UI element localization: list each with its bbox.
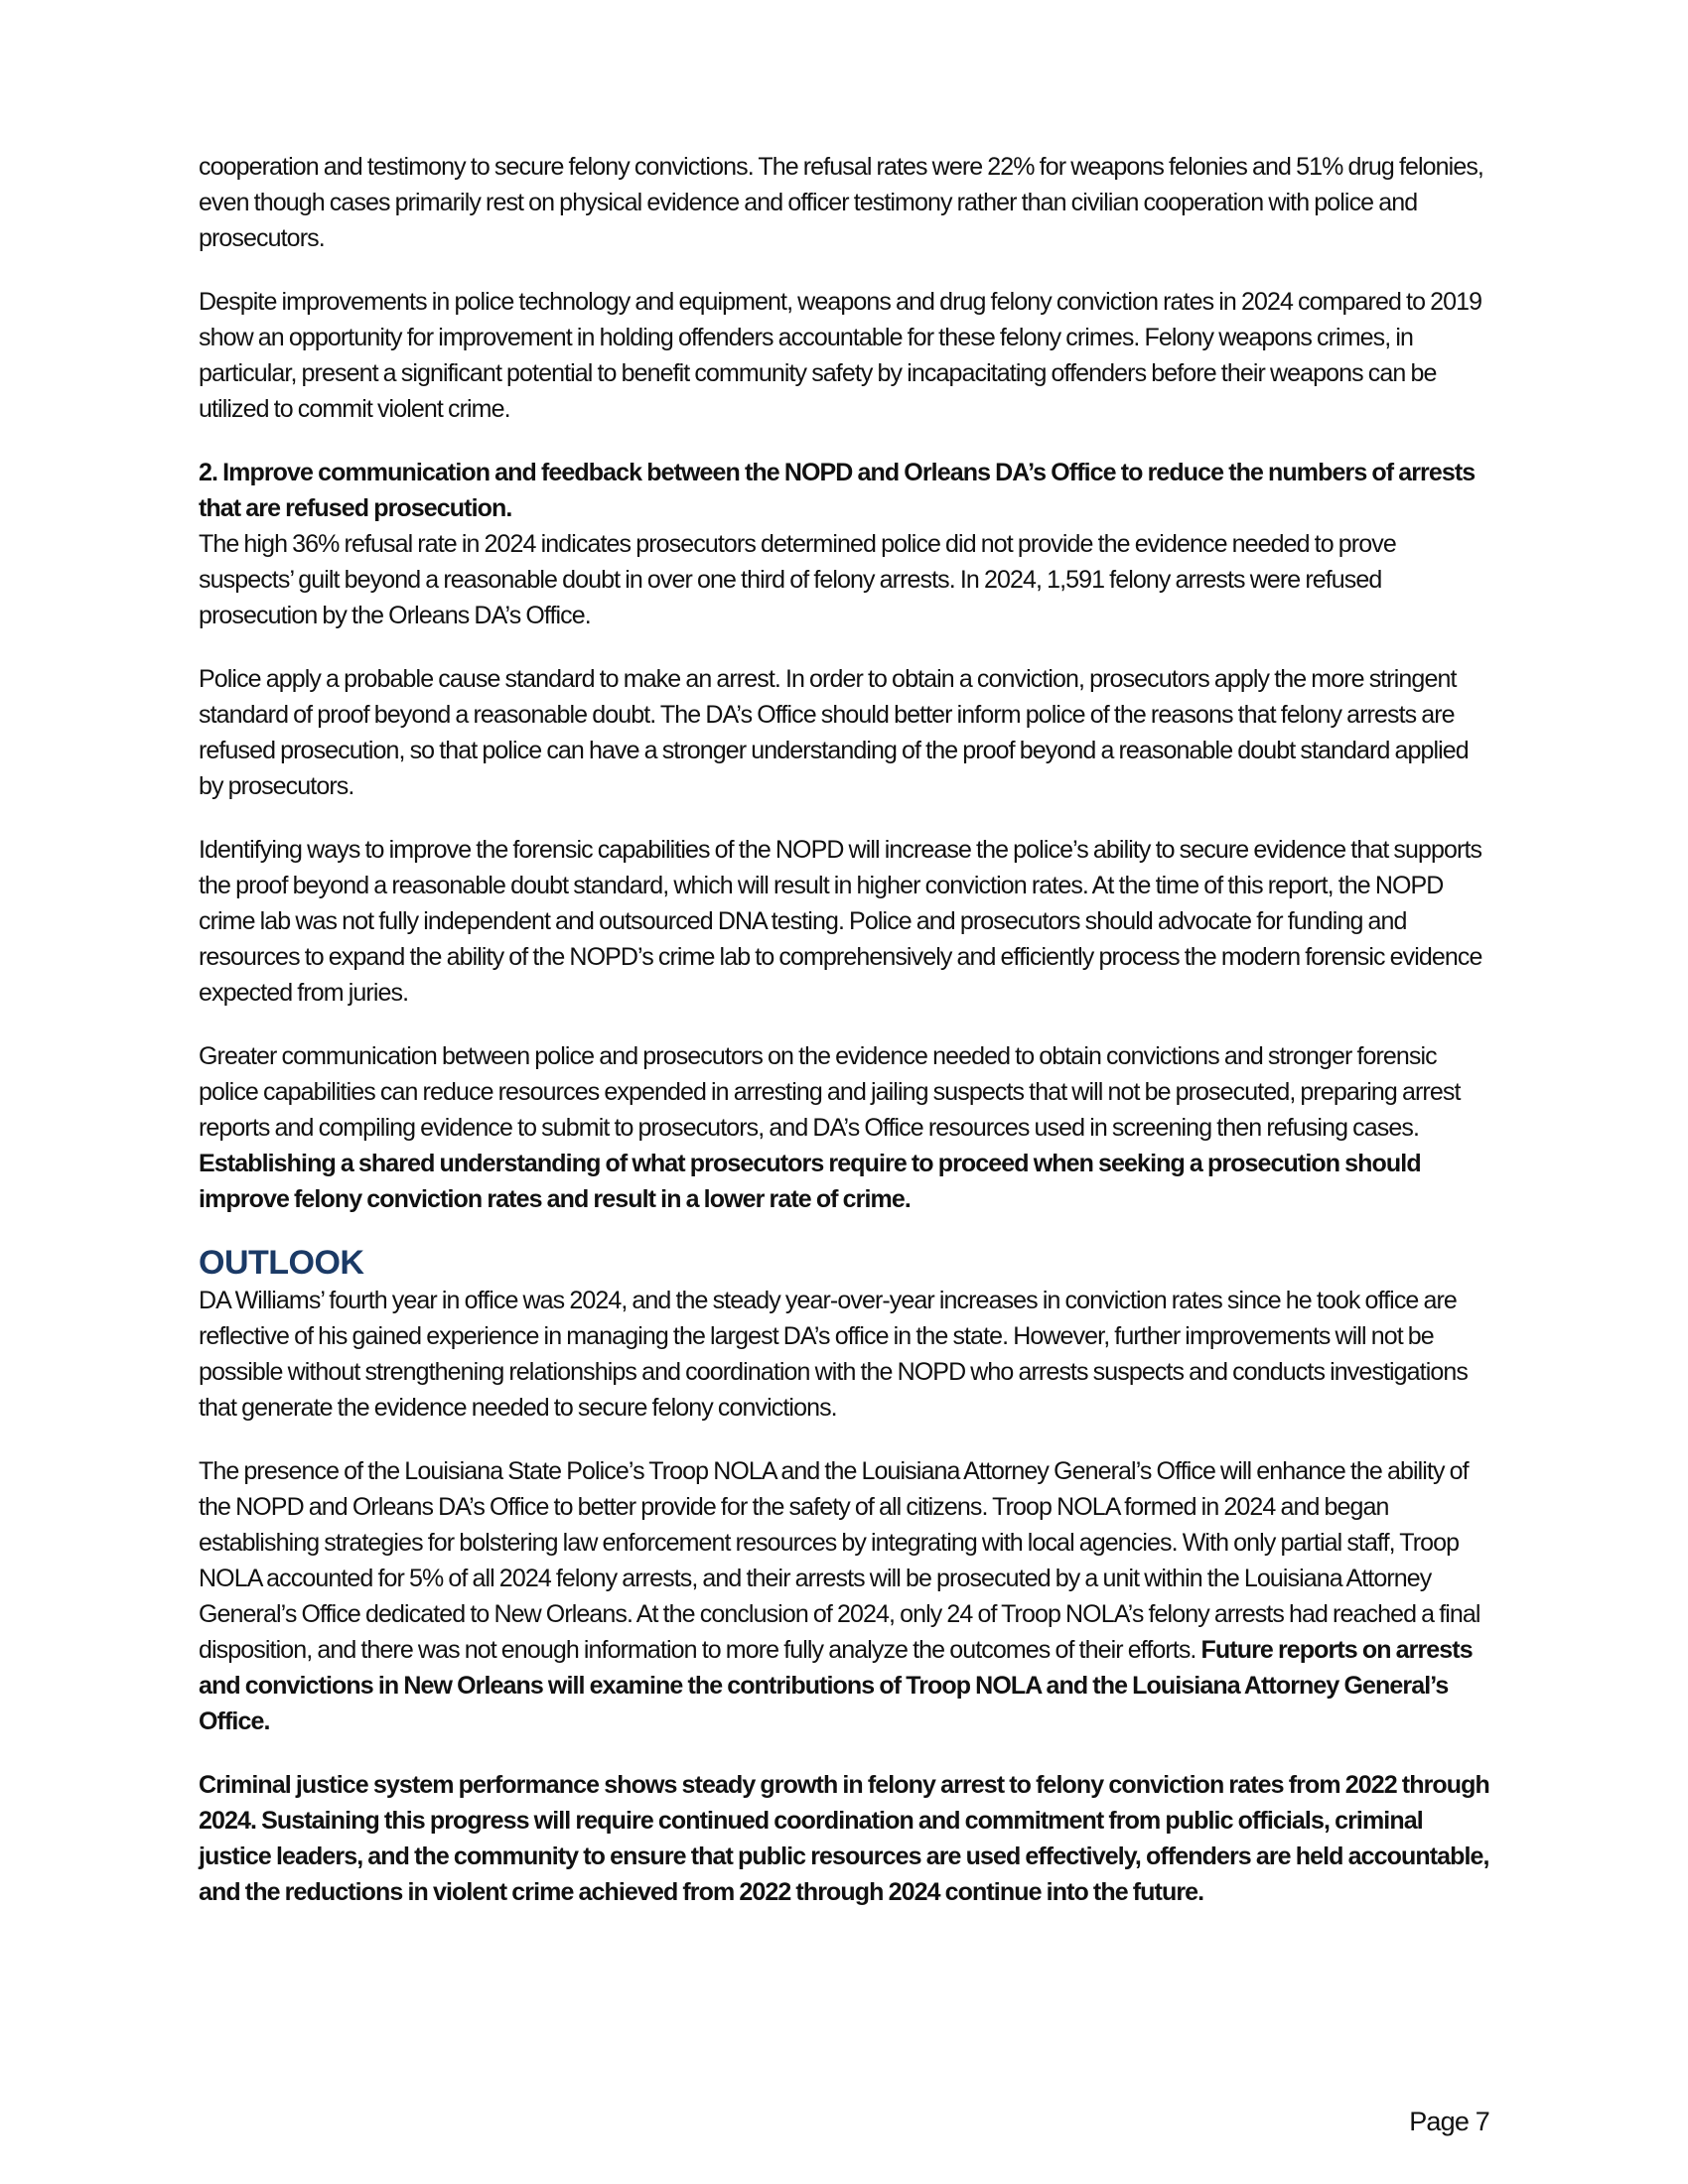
paragraph-text: Greater communication between police and prosecutors on the evidence needed to obtain convictions and stronger forensic police capabilities can reduce resources expended in arresting and jailing suspects that will not be prosecuted, preparing arrest reports and compiling evidence to submit to prosecutors, and DA’s Office resources used in screening then refusing cases.: [199, 1042, 1461, 1142]
page-number: Page 7: [1409, 2107, 1489, 2136]
recommendation-heading: 2. Improve communication and feedback between the NOPD and Orleans DA’s Office to reduce the numbers of arrests that are refused prosecution.: [199, 459, 1476, 522]
body-paragraph: DA Williams’ fourth year in office was 2024, and the steady year-over-year increases in conviction rates since he took office are reflective of his gained experience in managing the largest DA’s office in the state. However, further improvements will not be possible without strengthening relationships and coordination with the NOPD who arrests suspects and conducts investigations that generate the evidence needed to secure felony convictions.: [199, 1287, 1468, 1422]
conclusion-paragraph: [199, 1767, 1489, 1910]
section-heading-outlook: OUTLOOK: [199, 1244, 364, 1282]
paragraph-text: The presence of the Louisiana State Police’s Troop NOLA and the Louisiana Attorney General’s Office will enhance the ability of the NOPD and Orleans DA’s Office to better provide for the safety of all citizens. Troop NOLA formed in 2024 and began establishing strategies for bolstering law enforcement resources by integrating with local agencies. With only partial staff, Troop NOLA accounted for 5% of all 2024 felony arrests, and their arrests will be prosecuted by a unit within the Louisiana Attorney General’s Office dedicated to New Orleans. At the conclusion of 2024, only 24 of Troop NOLA’s felony arrests had reached a final disposition, and there was not enough information to more fully analyze the outcomes of their efforts.: [199, 1457, 1480, 1664]
emphasis-text: Establishing a shared understanding of what prosecutors require to proceed when seeking a prosecution should improve felony conviction rates and result in a lower rate of crime.: [199, 1150, 1421, 1213]
emphasis-text: Future reports on arrests and convictions in New Orleans will examine the contributions of Troop NOLA and the Louisiana Attorney General’s Office.: [199, 1636, 1473, 1735]
body-paragraph: Police apply a probable cause standard to make an arrest. In order to obtain a conviction, prosecutors apply the more stringent standard of proof beyond a reasonable doubt. The DA’s Office should better inform police of the reasons that felony arrests are refused prosecution, so that police can have a stronger understanding of the proof beyond a reasonable doubt standard applied by prosecutors.: [199, 665, 1469, 800]
emphasis-text: Criminal justice system performance shows steady growth in felony arrest to felony conviction rates from 2022 through 2024. Sustaining this progress will require continued coordination and commitment from public officials, criminal justice leaders, and the community to ensure that public resources are used effectively, offenders are held accountable, and the reductions in violent crime achieved from 2022 through 2024 continue into the future.: [199, 1771, 1489, 1906]
body-paragraph: [199, 1038, 1489, 1217]
body-paragraph: cooperation and testimony to secure felony convictions. The refusal rates were 22% for weapons felonies and 51% drug felonies, even though cases primarily rest on physical evidence and officer testimony rather than civilian cooperation with police and prosecutors.: [199, 153, 1483, 252]
body-paragraph: Identifying ways to improve the forensic capabilities of the NOPD will increase the police’s ability to secure evidence that supports the proof beyond a reasonable doubt standard, which will result in higher conviction rates. At the time of this report, the NOPD crime lab was not fully independent and outsourced DNA testing. Police and prosecutors should advocate for funding and resources to expand the ability of the NOPD’s crime lab to comprehensively and efficiently process the modern forensic evidence expected from juries.: [199, 836, 1482, 1007]
document-page: [199, 149, 1489, 1938]
body-paragraph: Despite improvements in police technology and equipment, weapons and drug felony conviction rates in 2024 compared to 2019 show an opportunity for improvement in holding offenders accountable for these felony crimes. Felony weapons crimes, in particular, present a significant potential to benefit community safety by incapacitating offenders before their weapons can be utilized to commit violent crime.: [199, 288, 1482, 423]
body-paragraph: The high 36% refusal rate in 2024 indicates prosecutors determined police did not provide the evidence needed to prove suspects’ guilt beyond a reasonable doubt in over one third of felony arrests. In 2024, 1,591 felony arrests were refused prosecution by the Orleans DA’s Office.: [199, 530, 1396, 629]
body-paragraph: [199, 1453, 1489, 1739]
